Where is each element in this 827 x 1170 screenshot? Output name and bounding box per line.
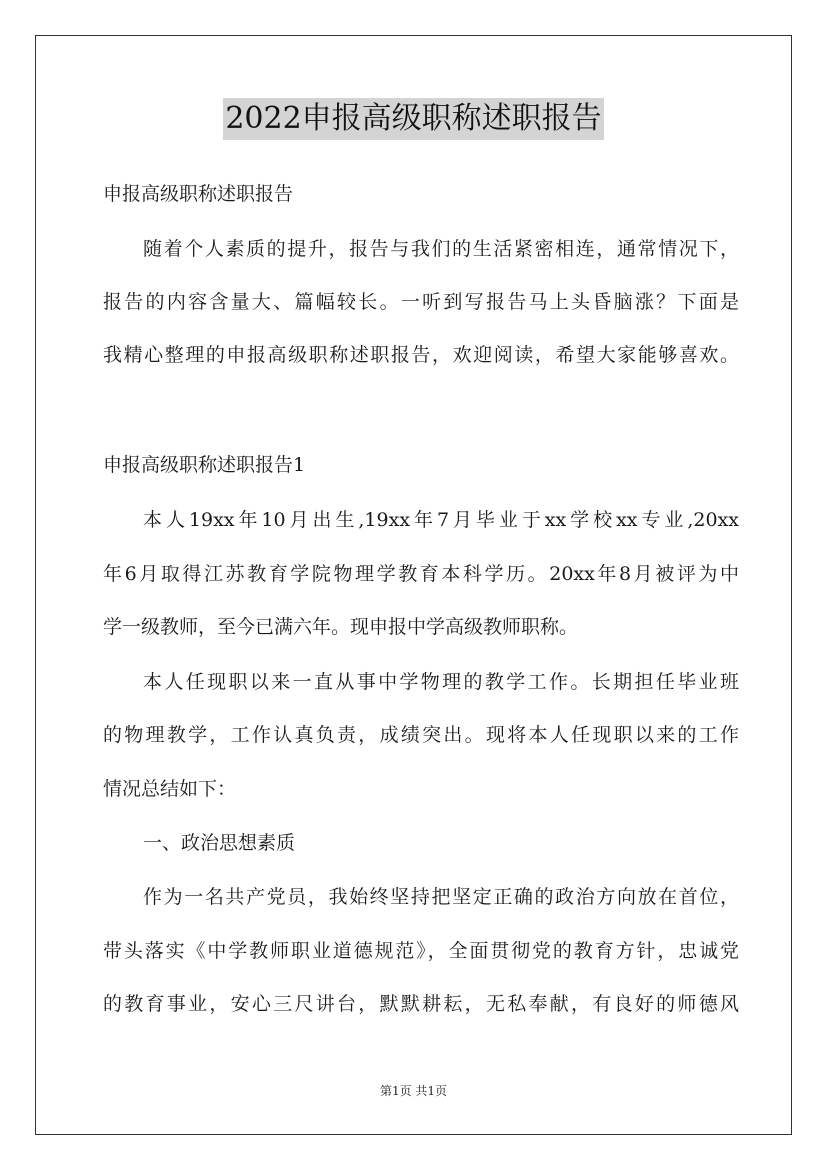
paragraph-line: 带头落实《中学教师职业道德规范》，全面贯彻党的教育方针，忠诚党 [103, 940, 739, 962]
section-heading: 申报高级职称述职报告1 [103, 454, 306, 476]
paragraph-line: 作为一名共产党员，我始终坚持把坚定正确的政治方向放在首位， [143, 886, 739, 908]
subsection-heading: 一、政治思想素质 [143, 832, 296, 854]
title-wrap [0, 98, 827, 140]
paragraph-line: 的物理教学，工作认真负责，成绩突出。现将本人任现职以来的工作 [103, 724, 739, 746]
paragraph-line: 随着个人素质的提升，报告与我们的生活紧密相连，通常情况下， [143, 238, 739, 260]
paragraph-line: 年6月取得江苏教育学院物理学教育本科学历。20xx年8月被评为中 [103, 563, 739, 585]
paragraph-line: 报告的内容含量大、篇幅较长。一听到写报告马上头昏脑涨？下面是 [103, 291, 739, 313]
subtitle-line: 申报高级职称述职报告 [103, 183, 294, 205]
paragraph-line: 本人任现职以来一直从事中学物理的教学工作。长期担任毕业班 [143, 671, 739, 693]
document-title: 2022申报高级职称述职报告 [223, 98, 603, 140]
paragraph-line: 的教育事业，安心三尺讲台，默默耕耘，无私奉献，有良好的师德风 [103, 993, 739, 1015]
page-footer: 第1页 共1页 [379, 1084, 448, 1098]
paragraph-line: 学一级教师，至今已满六年。现申报中学高级教师职称。 [103, 616, 579, 638]
paragraph-line: 情况总结如下： [103, 778, 237, 800]
paragraph-line: 本人19xx年10月出生,19xx年7月毕业于xx学校xx专业,20xx [143, 509, 739, 531]
paragraph-line: 我精心整理的申报高级职称述职报告，欢迎阅读，希望大家能够喜欢。 [103, 344, 739, 366]
